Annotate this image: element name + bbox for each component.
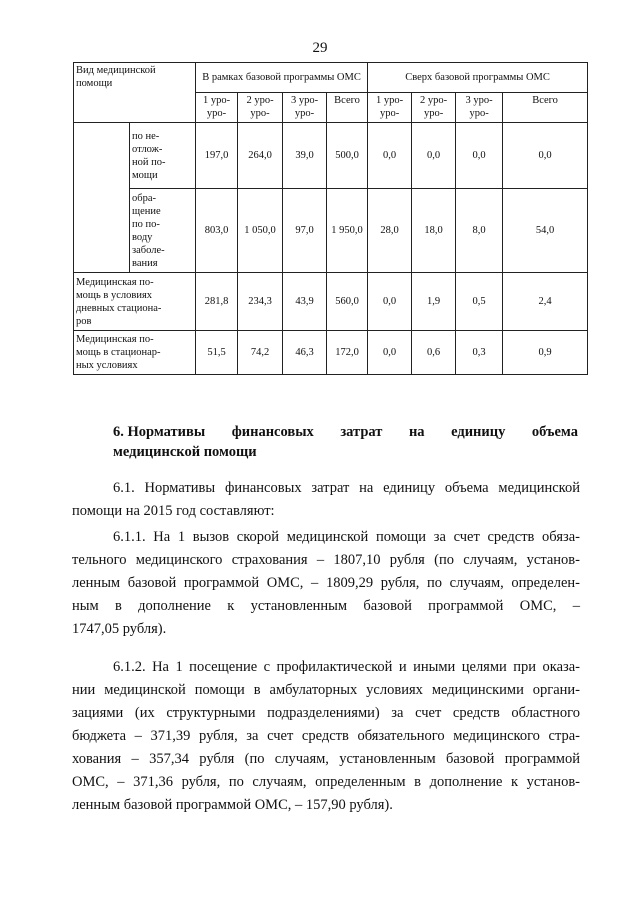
data-table bbox=[73, 62, 588, 375]
cell: 0,0 bbox=[368, 123, 412, 189]
cell: 234,3 bbox=[238, 273, 283, 331]
cell: 1 050,0 bbox=[238, 189, 283, 273]
paragraph-6-1-1 bbox=[72, 526, 580, 641]
cell: 0,0 bbox=[503, 123, 588, 189]
paragraph-6-1 bbox=[72, 477, 580, 523]
cell: 46,3 bbox=[283, 331, 327, 375]
text-line: ным в дополнение к установленным базовой программой ОМС, – bbox=[72, 598, 580, 614]
cell: 8,0 bbox=[456, 189, 503, 273]
heading-word: финансовых bbox=[231, 424, 314, 440]
empty-cell bbox=[74, 123, 130, 273]
cell: 560,0 bbox=[327, 273, 368, 331]
text-line: хования – 357,34 рубля (по случаям, установленным базовой программой bbox=[72, 751, 580, 767]
cell: 803,0 bbox=[196, 189, 238, 273]
page-number: 29 bbox=[312, 40, 328, 56]
cell: 28,0 bbox=[368, 189, 412, 273]
header-level: 1 уро- уро- bbox=[368, 93, 412, 123]
heading-word: затрат bbox=[340, 424, 383, 440]
header-level: 3 уро- уро- bbox=[283, 93, 327, 123]
text-line: нии медицинской помощи в амбулаторных условиях медицинскими органи- bbox=[72, 682, 580, 698]
cell: 0,0 bbox=[368, 273, 412, 331]
row-label: Медицинская по- мощь в стационар- ных условиях bbox=[74, 331, 196, 375]
cell: 500,0 bbox=[327, 123, 368, 189]
cell: 39,0 bbox=[283, 123, 327, 189]
text-line: 6.1.1. На 1 вызов скорой медицинской помощи за счет средств обяза- bbox=[113, 529, 580, 545]
header-above-base: Сверх базовой программы ОМС bbox=[368, 63, 588, 93]
text-line: 6.1.2. На 1 посещение с профилактической и иными целями при оказа- bbox=[113, 659, 580, 675]
cell: 74,2 bbox=[238, 331, 283, 375]
heading-word: на bbox=[408, 424, 425, 440]
cell: 1,9 bbox=[412, 273, 456, 331]
cell: 18,0 bbox=[412, 189, 456, 273]
cell: 0,9 bbox=[503, 331, 588, 375]
cell: 54,0 bbox=[503, 189, 588, 273]
cell: 97,0 bbox=[283, 189, 327, 273]
section-heading bbox=[113, 422, 578, 462]
header-level: 2 уро- уро- bbox=[238, 93, 283, 123]
cell: 0,0 bbox=[368, 331, 412, 375]
heading-word: единицу bbox=[451, 424, 506, 440]
header-total: Всего bbox=[503, 93, 588, 123]
header-within-base: В рамках базовой программы ОМС bbox=[196, 63, 368, 93]
cell: 2,4 bbox=[503, 273, 588, 331]
heading-word: объема bbox=[531, 424, 578, 440]
text-line: ленным базовой программой ОМС, – 157,90 рубля). bbox=[72, 797, 393, 813]
header-level: 2 уро- уро- bbox=[412, 93, 456, 123]
paragraph-6-1-2 bbox=[72, 656, 580, 817]
text-line: ленным базовой программой ОМС, – 1809,29 рубля, по случаям, определен- bbox=[72, 575, 580, 591]
cell: 0,5 bbox=[456, 273, 503, 331]
heading-word: 6. Нормативы bbox=[113, 424, 206, 440]
cell: 51,5 bbox=[196, 331, 238, 375]
row-label: по не- отлож- ной по- мощи bbox=[130, 123, 196, 189]
text-line: зациями (их структурными подразделениями) за счет средств областного bbox=[72, 705, 580, 721]
text-line: тельного медицинского страхования – 1807,10 рубля (по случаям, установ- bbox=[72, 552, 580, 568]
text-line: 6.1. Нормативы финансовых затрат на единицу объема медицинской bbox=[113, 480, 580, 496]
cell: 0,0 bbox=[412, 123, 456, 189]
table-row bbox=[74, 189, 588, 273]
heading-line-2: медицинской помощи bbox=[113, 444, 257, 460]
header-level: 3 уро- уро- bbox=[456, 93, 503, 123]
header-type-of-care: Вид медицинской помощи bbox=[74, 63, 196, 123]
cell: 172,0 bbox=[327, 331, 368, 375]
row-label: обра- щение по по- воду заболе- вания bbox=[130, 189, 196, 273]
text-line: 1747,05 рубля). bbox=[72, 621, 167, 637]
table-row bbox=[74, 123, 588, 189]
cell: 0,3 bbox=[456, 331, 503, 375]
cell: 43,9 bbox=[283, 273, 327, 331]
text-line: помощи на 2015 год составляют: bbox=[72, 503, 275, 519]
row-label: Медицинская по- мощь в условиях дневных стациона- ров bbox=[74, 273, 196, 331]
table-row bbox=[74, 331, 588, 375]
cell: 1 950,0 bbox=[327, 189, 368, 273]
table-row bbox=[74, 273, 588, 331]
cell: 281,8 bbox=[196, 273, 238, 331]
cell: 264,0 bbox=[238, 123, 283, 189]
text-line: ОМС, – 371,36 рубля, по случаям, определенным в дополнение к установ- bbox=[72, 774, 580, 790]
cell: 197,0 bbox=[196, 123, 238, 189]
cell: 0,0 bbox=[456, 123, 503, 189]
text-line: бюджета – 371,39 рубля, за счет средств обязательного медицинского стра- bbox=[72, 728, 580, 744]
header-total: Всего bbox=[327, 93, 368, 123]
header-level: 1 уро- уро- bbox=[196, 93, 238, 123]
cell: 0,6 bbox=[412, 331, 456, 375]
